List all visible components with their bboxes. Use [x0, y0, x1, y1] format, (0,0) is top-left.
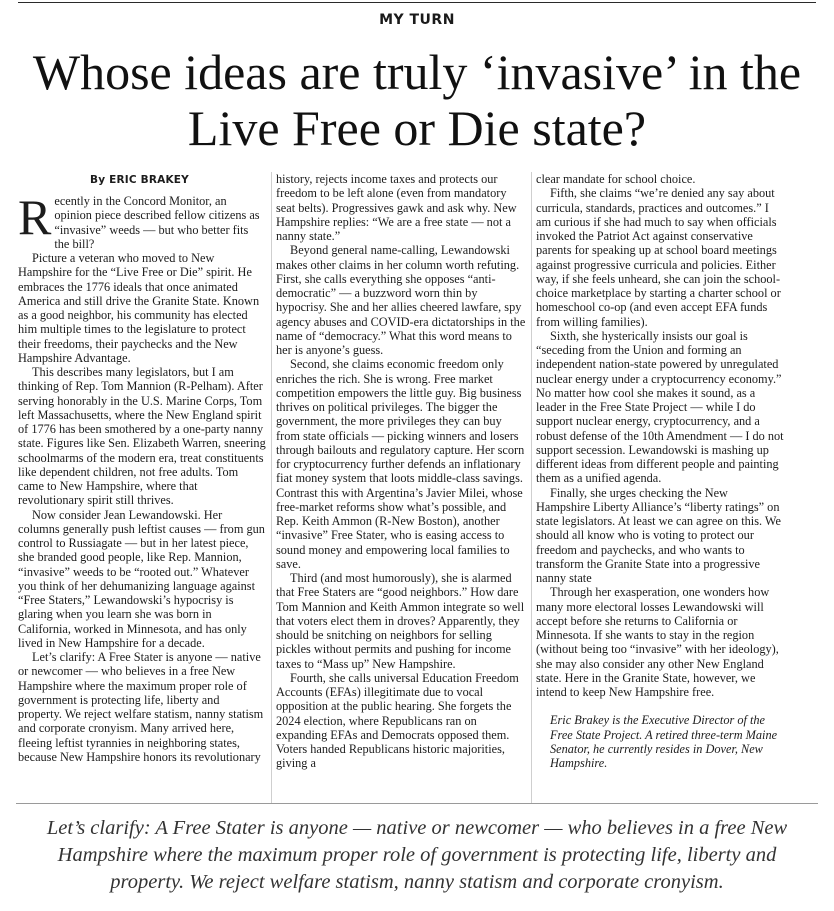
lead-paragraph	[18, 189, 266, 251]
byline: By ERIC BRAKEY	[90, 174, 189, 186]
paragraph: Picture a veteran who moved to New Hampshire for the “Live Free or Die” spirit. He embraces the 1776 ideals that once animated America and still drive the Granite State. Known as a good neighbor, his community has elected him multiple times to the legislature to protect their freedoms, their paychecks and the New Hampshire Advantage.	[18, 251, 260, 365]
headline: Whose ideas are truly ‘invasive’ in the Live Free or Die state?	[32, 44, 802, 156]
pullquote-rule	[16, 803, 818, 804]
paragraph: Let’s clarify: A Free Stater is anyone — native or newcomer — who believes in a free New Hampshire where the maximum proper role of government is protecting life, liberty and property. We reject welfare statism, nanny statism and corporate cronyism. Many arrived here, fleeing leftist tyrannies in neighboring states, because New Hampshire honors its revolutionary	[18, 650, 264, 764]
paragraph: Finally, she urges checking the New Hampshire Liberty Alliance’s “liberty ratings” on state legislators. At least we can agree on this. We should all know who is voting to protect our freedom and paychecks, and who wants to transform the Granite State into a progressive nanny state	[536, 485, 781, 585]
paragraph: Now consider Jean Lewandowski. Her columns generally push leftist causes — from gun control to Russiagate — but in her latest piece, she branded good people, like Rep. Mannion, “invasive” weeds to be “rooted out.” Whatever you think of her dehumanizing language against “Free Staters,” Lewandowski’s hypocrisy is glaring when you learn she was born in California, worked in Minnesota, and has only lived in New Hampshire for a decade.	[18, 507, 265, 650]
paragraph: Second, she claims economic freedom only enriches the rich. She is wrong. Free market competition empowers the little guy. Big business thrives on political privileges. The bigger the government, the more privileges they can buy from state officials — picking winners and losers through bailouts and regulatory capture. Her scorn for cryptocurrency further defends an inflationary fiat money system that loots middle-class savings. Contrast this with Argentina’s Javier Milei, whose free-market reforms show what’s possible, and Rep. Keith Ammon (R-New Boston), another “invasive” Free Stater, who is easing access to sound money and empowering local families to save.	[276, 357, 525, 571]
article-body	[0, 172, 834, 804]
column-divider	[271, 172, 272, 804]
top-rule	[18, 2, 816, 3]
column-divider	[531, 172, 532, 804]
column-2	[276, 172, 526, 771]
drop-cap: R	[18, 189, 52, 245]
section-label: MY TURN	[379, 12, 455, 28]
paragraph: history, rejects income taxes and protects our freedom to be left alone (even from mandatory seat belts). Progressives gawk and ask why. New Hampshire replies: “We are a free state — not a nanny state.”	[276, 172, 517, 243]
author-bio: Eric Brakey is the Executive Director of the Free State Project. A retired three-term Maine Senator, he currently resides in Dover, New Hampshire.	[550, 713, 778, 770]
column-1	[18, 172, 266, 764]
paragraph: Through her exasperation, one wonders how many more electoral losses Lewandowski will accept before she returns to California or Minnesota. If she wants to stay in the region (without being too “invasive” with her ideology), she may also consider any other New England state. Here in the Granite State, however, we intend to keep New Hampshire free.	[536, 585, 779, 699]
column-3	[536, 172, 784, 770]
paragraph: Sixth, she hysterically insists our goal is “seceding from the Union and forming an independent nation-state powered by unregulated nuclear energy under a cryptocurrency economy.” No matter how cool she makes it sound, as a leader in the Free State Project — while I do support nuclear energy, cryptocurrency, and a robust defense of the 10th Amendment — I do not support secession. Lewandowski is mashing up different ideas from different people and painting them as a unified agenda.	[536, 328, 784, 486]
paragraph: This describes many legislators, but I am thinking of Rep. Tom Mannion (R-Pelham). After serving honorably in the U.S. Marine Corps, Tom left Massachusetts, where the New England spirit of 1776 has been smothered by a one-party nanny state. Figures like Sen. Elizabeth Warren, sneering schoolmarms of the modern era, treat constituents like dependent children, not free adults. Tom came to New Hampshire, where that revolutionary spirit still thrives.	[18, 365, 266, 508]
pull-quote: Let’s clarify: A Free Stater is anyone — native or newcomer — who believes in a free New Hampshire where the maximum proper role of government is protecting life, liberty and property. We reject welfare statism, nanny statism and corporate cronyism.	[46, 817, 788, 893]
paragraph: Beyond general name-calling, Lewandowski makes other claims in her column worth refuting. First, she calls everything she opposes “anti-democratic” — a buzzword worn thin by hypocrisy. She and her allies cheered lawfare, spy agency abuses and COVID-era dictatorships in the name of “democracy.” What this word means to her is anyone’s guess.	[276, 243, 526, 357]
paragraph: Third (and most humorously), she is alarmed that Free Staters are “good neighbors.” How dare Tom Mannion and Keith Ammon integrate so well that voters elect them in droves? Apparently, they should be snitching on neighbors for selling pickles without permits and pushing for income taxes to “Mass up” New Hampshire.	[276, 571, 525, 671]
paragraph: clear mandate for school choice.	[536, 172, 696, 186]
paragraph: Fifth, she claims “we’re denied any say about curricula, standards, practices and outcomes.” I am curious if she had much to say when officials invoked the Patriot Act against conservative parents for speaking up at school board meetings against progressive curricula and policies. Either way, if she feels unheard, she can join the school-choice marketplace by starting a charter school or homeschool co-op (and even accept EFA funds from willing families).	[536, 186, 781, 329]
lead-text: ecently in the Concord Monitor, an opinion piece described fellow citizens as “invasive” weeds — but who better fits the bill?	[54, 194, 260, 251]
paragraph: Fourth, she calls universal Education Freedom Accounts (EFAs) illegitimate due to vocal opposition at the public hearing. She forgets the 2024 election, where Republicans ran on expanding EFAs and Democrats opposed them. Voters handed Republicans historic majorities, giving a	[276, 670, 519, 771]
